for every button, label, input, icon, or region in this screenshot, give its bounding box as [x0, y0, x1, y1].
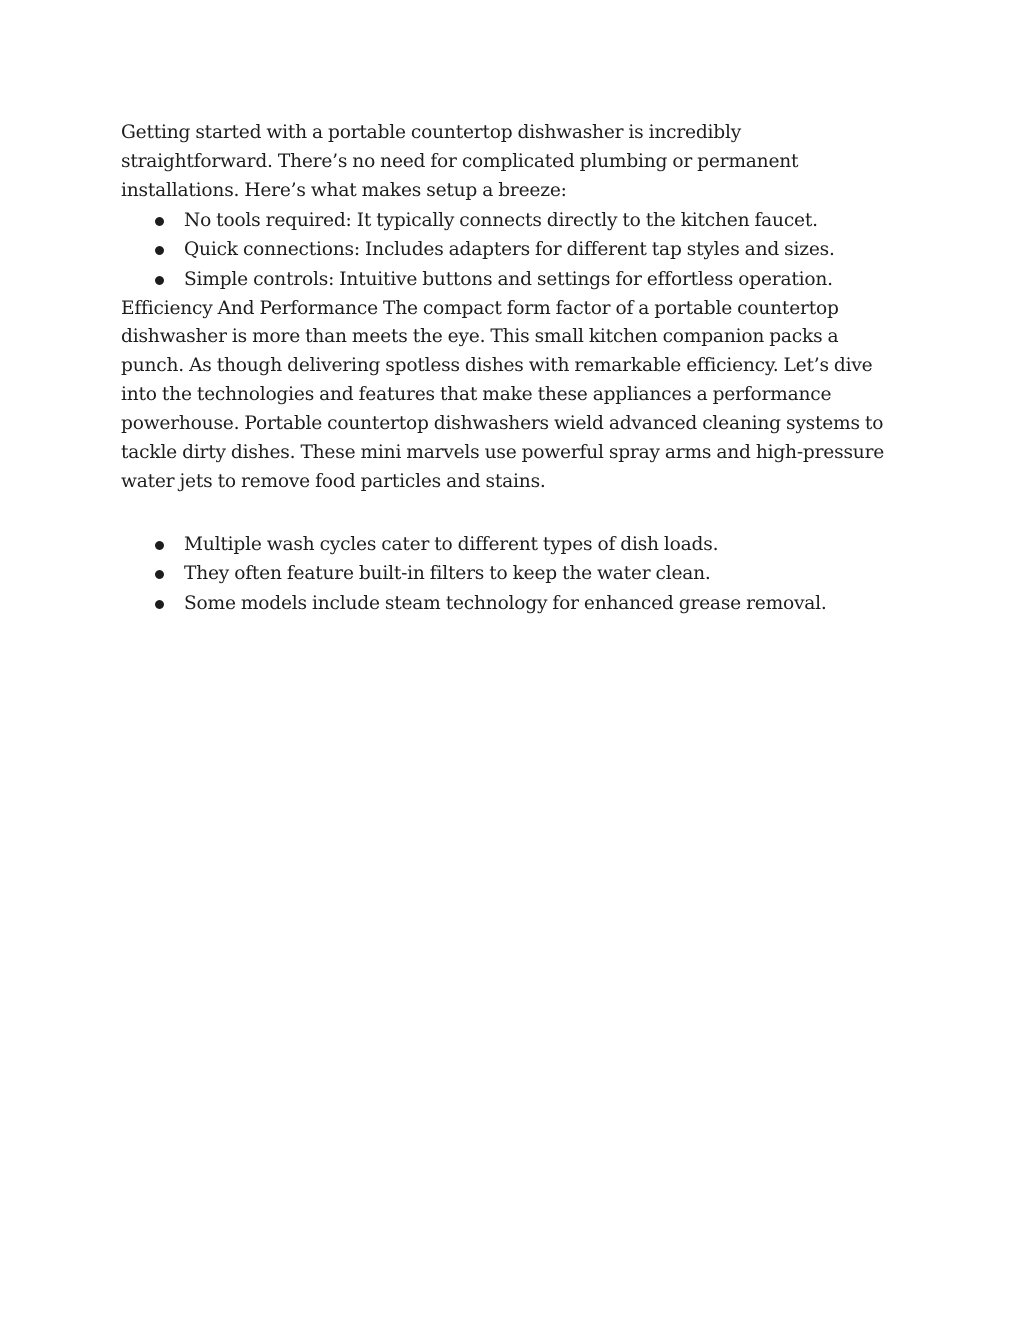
list-item-text: Multiple wash cycles cater to different types of dish loads. [184, 533, 719, 555]
list-item [121, 265, 891, 295]
bullet-icon [155, 570, 164, 579]
performance-paragraph: Efficiency And Performance The compact form factor of a portable countertop dishwasher is more than meets the eye. This small kitchen companion packs a punch. As though delivering spotless dishes with remarkable efficiency. Let’s dive into the technologies and features that make these appliances a performance powerhouse. Portable countertop dishwashers wield advanced cleaning systems to tackle dirty dishes. These mini marvels use powerful spray arms and high-pressure water jets to remove food particles and stains. [121, 297, 885, 492]
bullet-icon [155, 246, 164, 255]
document-body [121, 119, 891, 619]
intro-paragraph: Getting started with a portable countertop dishwasher is incredibly straightforward. There’s no need for complicated plumbing or permanent installations. Here’s what makes setup a breeze: [121, 122, 799, 201]
bullet-icon [155, 276, 164, 285]
list-item-text: No tools required: It typically connects directly to the kitchen faucet. [184, 209, 818, 231]
list-item [121, 559, 891, 589]
list-item [121, 235, 891, 265]
list-item [121, 206, 891, 236]
paragraph-spacer [121, 497, 891, 530]
list-item-text: Quick connections: Includes adapters for different tap styles and sizes. [184, 239, 835, 261]
list-item [121, 589, 891, 619]
bullet-icon [155, 217, 164, 226]
bullet-icon [155, 541, 164, 550]
list-item-text: Some models include steam technology for enhanced grease removal. [184, 593, 827, 615]
bullet-icon [155, 600, 164, 609]
setup-list [121, 206, 891, 295]
feature-list [121, 530, 891, 619]
list-item-text: Simple controls: Intuitive buttons and settings for effortless operation. [184, 268, 833, 290]
list-item [121, 530, 891, 560]
list-item-text: They often feature built-in filters to keep the water clean. [184, 563, 711, 585]
